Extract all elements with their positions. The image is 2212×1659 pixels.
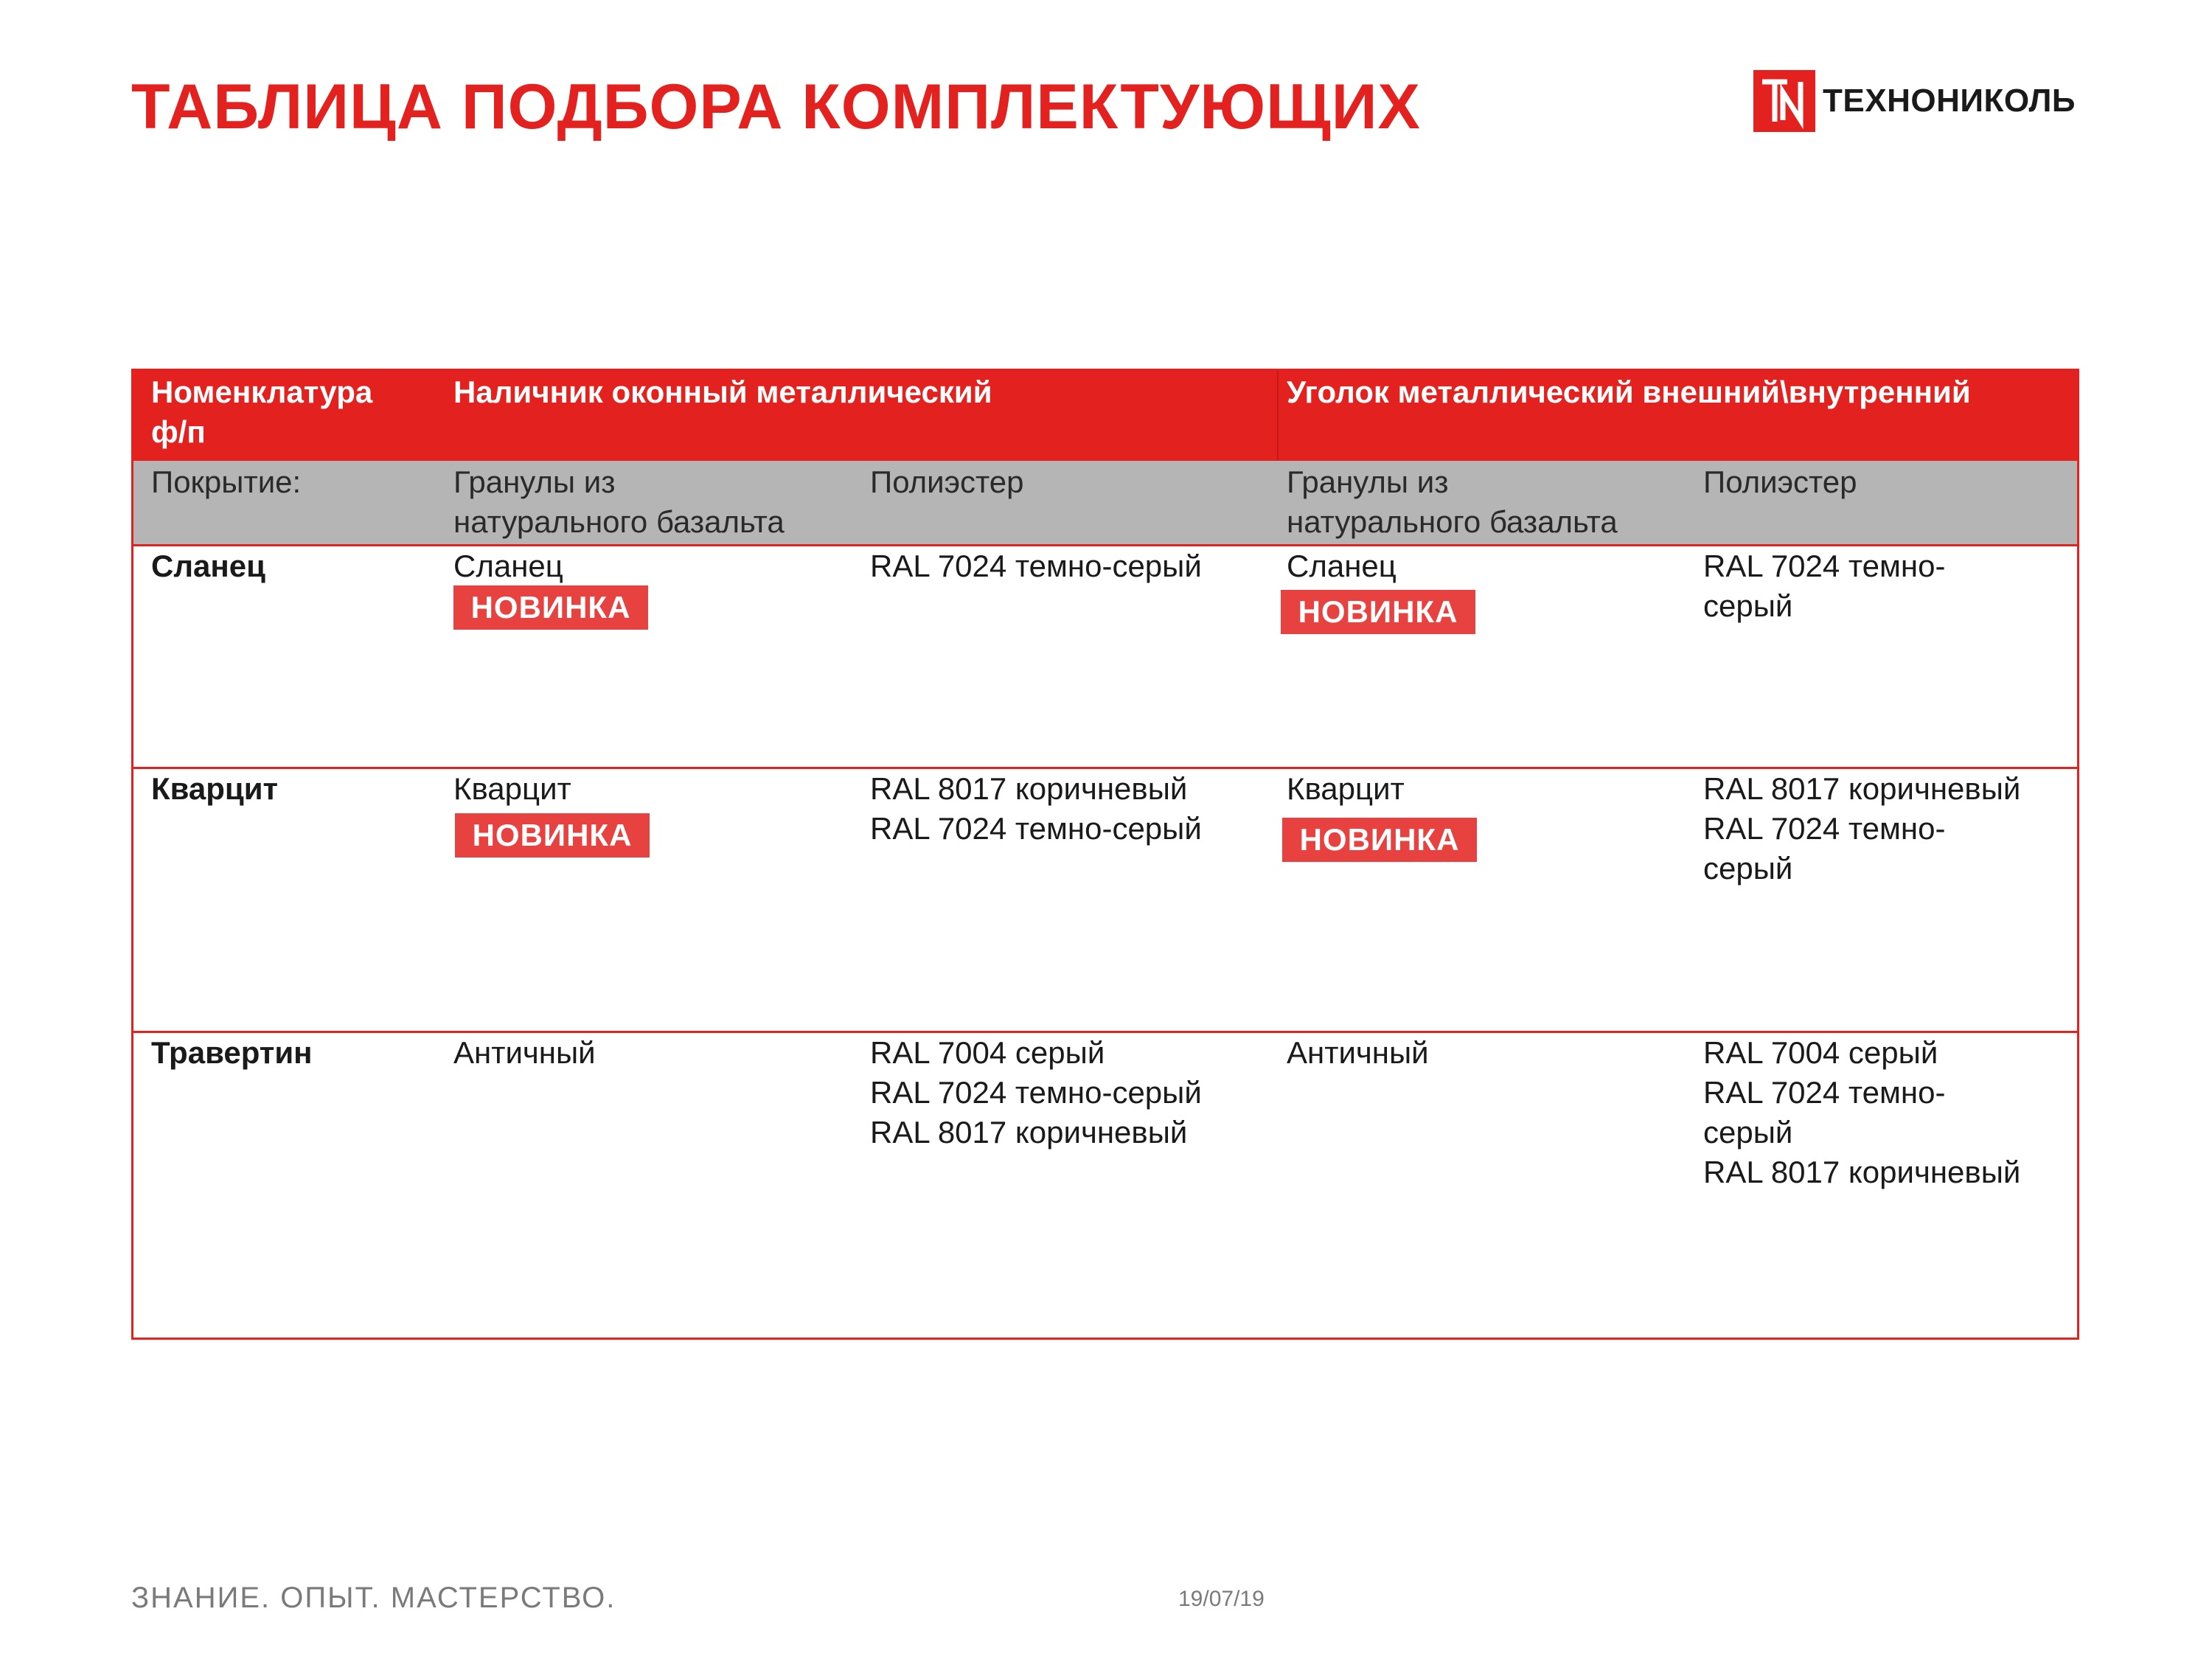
row-g2-polyester: RAL 7004 серый RAL 7024 темно- серый RAL 8017 коричневый [1703,1035,2021,1189]
header-nomenclature: Номенклатура ф/п [151,375,373,449]
row-name: Сланец [151,549,265,583]
new-badge: НОВИНКА [455,813,650,858]
new-badge: НОВИНКА [1282,818,1477,862]
subheader-g2-polyester: Полиэстер [1703,465,1857,499]
footer-date: 19/07/19 [1178,1587,1265,1611]
new-badge: НОВИНКА [1281,590,1475,634]
row-g2-granules: Кварцит [1287,771,1405,806]
table-subheader-row [133,461,2077,546]
row-g1-granules: Сланец [453,549,563,583]
subheader-coating-label: Покрытие: [151,465,302,499]
subheader-g2-granules: Гранулы из натурального базальта [1287,465,1618,539]
row-g1-granules: Античный [453,1035,596,1070]
new-badge: НОВИНКА [453,585,648,630]
table-row [133,546,2077,769]
row-name: Кварцит [151,771,279,806]
table-row [133,1033,2077,1338]
row-g1-polyester: RAL 8017 коричневый RAL 7024 темно-серый [870,771,1202,846]
table-row [133,769,2077,1033]
row-g2-polyester: RAL 8017 коричневый RAL 7024 темно- серый [1703,771,2021,886]
row-g2-polyester: RAL 7024 темно- серый [1703,549,1946,623]
header-divider [1277,371,1279,461]
subheader-g1-polyester: Полиэстер [870,465,1024,499]
row-g2-granules: Античный [1287,1035,1429,1070]
row-g1-polyester: RAL 7024 темно-серый [870,549,1202,583]
brand-logo [1753,70,2076,132]
header-metal-corner: Уголок металлический внешний\внутренний [1287,375,1971,409]
footer-slogan: ЗНАНИЕ. ОПЫТ. МАСТЕРСТВО. [131,1582,616,1614]
row-g1-granules: Кварцит [453,771,571,806]
header-window-casing: Наличник оконный металлический [453,375,992,409]
table-header-row [133,371,2077,461]
page-title: ТАБЛИЦА ПОДБОРА КОМПЛЕКТУЮЩИХ [131,72,1421,142]
subheader-g1-granules: Гранулы из натурального базальта [453,465,785,539]
components-table [131,369,2079,1340]
row-name: Травертин [151,1035,313,1070]
row-g1-polyester: RAL 7004 серый RAL 7024 темно-серый RAL 8017 коричневый [870,1035,1202,1150]
row-g2-granules: Сланец [1287,549,1397,583]
brand-name: ТЕХНОНИКОЛЬ [1823,83,2076,119]
tn-logo-icon [1753,70,1815,132]
